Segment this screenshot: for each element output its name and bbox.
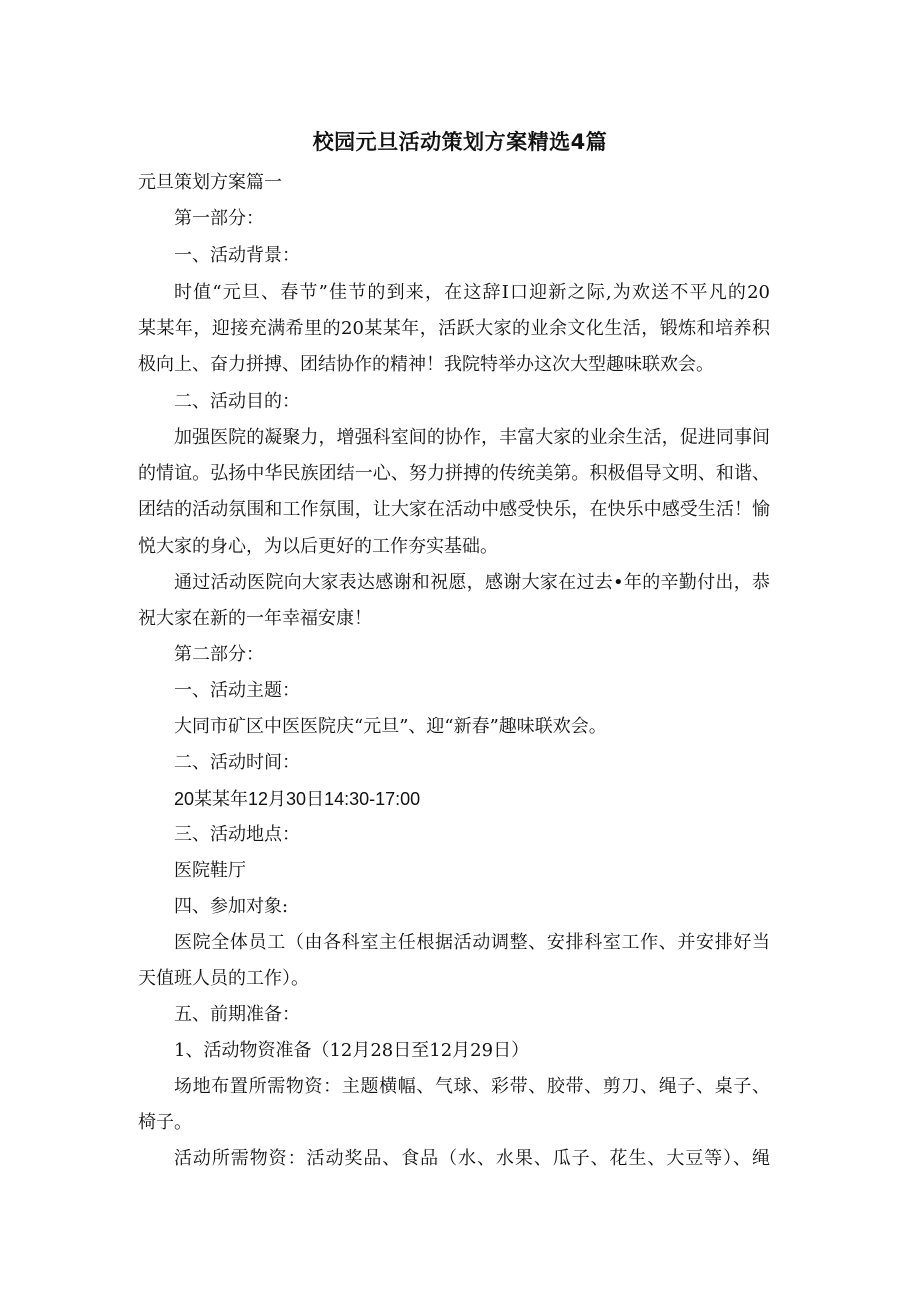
subheading: 二、活动时间： <box>174 752 300 773</box>
part-heading: 第一部分： <box>174 208 264 229</box>
paragraph-line: 椅子。 <box>138 1112 192 1133</box>
part-heading: 第二部分： <box>174 644 264 665</box>
paragraph-line: 悦大家的身心，为以后更好的工作夯实基础。 <box>138 536 498 557</box>
paragraph-line: 的情谊。弘扬中华民族团结一心、努力拼搏的传统美第。积极倡导文明、和谐、 <box>138 463 770 484</box>
paragraph-line: 极向上、奋力拼搏、团结协作的精神！我院特举办这次大型趣味联欢会。 <box>138 354 714 375</box>
paragraph-line: 1、活动物资准备（12月28日至12月29日） <box>174 1040 530 1061</box>
subheading: 四、参加对象: <box>174 896 289 917</box>
paragraph-line: 活动所需物资：活动奖品、食品（水、水果、瓜子、花生、大豆等）、绳 <box>174 1148 770 1169</box>
paragraph-line: 某某年，迎接充满希里的20某某年，活跃大家的业余文化生活，锻炼和培养积 <box>138 318 770 339</box>
paragraph-line: 祝大家在新的一年幸福安康！ <box>138 608 372 629</box>
section-heading: 元旦策划方案篇一 <box>138 172 282 193</box>
subheading: 一、活动主题： <box>174 680 300 701</box>
paragraph-line: 通过活动医院向大家表达感谢和祝愿，感谢大家在过去•年的辛勤付出，恭 <box>174 572 770 593</box>
paragraph-line: 时值“元旦、春节”佳节的到来，在这辞I口迎新之际,为欢送不平凡的20 <box>174 282 770 303</box>
paragraph-line: 团结的活动氛围和工作氛围，让大家在活动中感受快乐，在快乐中感受生活！愉 <box>138 499 770 520</box>
paragraph-line: 大同市矿区中医医院庆“元旦”、迎“新春”趣味联欢会。 <box>174 716 607 737</box>
paragraph-line: 场地布置所需物资：主题横幅、气球、彩带、胶带、剪刀、绳子、桌子、 <box>174 1076 770 1097</box>
paragraph-line: 医院全体员工（由各科室主任根据活动调整、安排科室工作、并安排好当 <box>174 932 770 953</box>
subheading: 一、活动背景： <box>174 245 300 266</box>
paragraph-line: 加强医院的凝聚力，增强科室间的协作，丰富大家的业余生活，促进同事间 <box>174 427 770 448</box>
paragraph-line: 20某某年12月30日14:30-17:00 <box>174 789 421 809</box>
subheading: 五、前期准备： <box>174 1004 300 1025</box>
subheading: 二、活动目的： <box>174 391 300 412</box>
document-title: 校园元旦活动策划方案精选4篇 <box>312 130 608 154</box>
paragraph-line: 医院鞋厅 <box>174 860 246 881</box>
subheading: 三、活动地点： <box>174 824 300 845</box>
paragraph-line: 天值班人员的工作）。 <box>138 968 309 989</box>
